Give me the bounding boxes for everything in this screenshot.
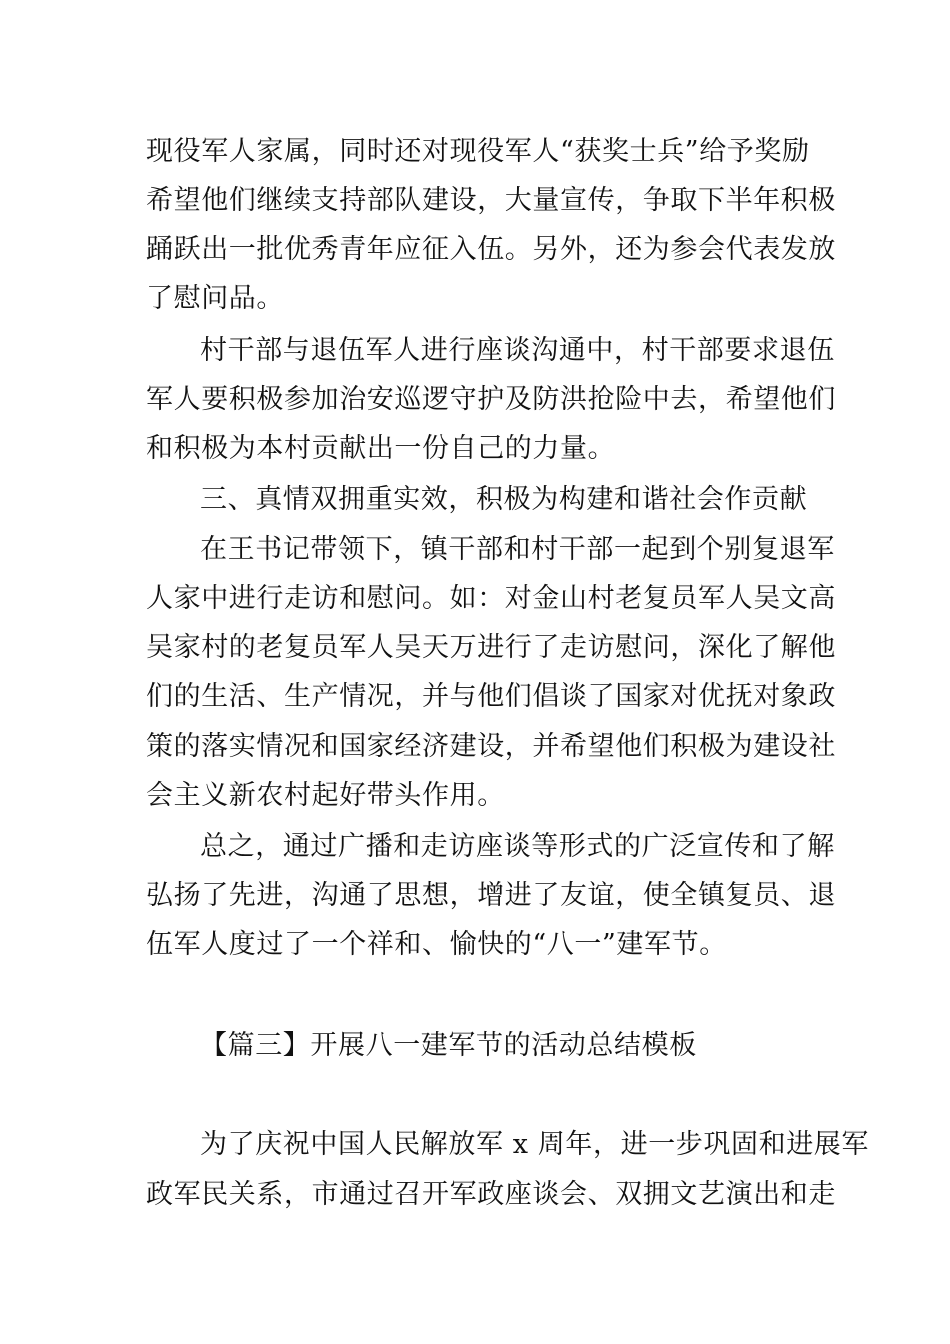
paragraph-1-line-3: 踊跃出一批优秀青年应征入伍。另外，还为参会代表发放 xyxy=(146,234,836,265)
paragraph-1-line-2: 希望他们继续支持部队建设，大量宣传，争取下半年积极 xyxy=(146,185,836,216)
paragraph-3-line-6: 会主义新农村起好带头作用。 xyxy=(146,780,505,811)
paragraph-2-line-3: 和积极为本村贡献出一份自己的力量。 xyxy=(146,433,616,464)
paragraph-1-line-1: 现役军人家属，同时还对现役军人“获奖士兵”给予奖励 xyxy=(146,136,810,167)
paragraph-2-line-1: 村干部与退伍军人进行座谈沟通中，村干部要求退伍 xyxy=(200,335,835,366)
paragraph-3-line-3: 吴家村的老复员军人吴天万进行了走访慰问，深化了解他 xyxy=(146,632,836,663)
paragraph-4-line-1: 总之，通过广播和走访座谈等形式的广泛宣传和了解 xyxy=(200,831,835,862)
paragraph-3-line-1: 在王书记带领下，镇干部和村干部一起到个别复退军 xyxy=(200,534,835,565)
paragraph-3-line-2: 人家中进行走访和慰问。如：对金山村老复员军人吴文高 xyxy=(146,583,836,614)
paragraph-2-line-2: 军人要积极参加治安巡逻守护及防洪抢险中去，希望他们 xyxy=(146,384,836,415)
paragraph-3-line-5: 策的落实情况和国家经济建设，并希望他们积极为建设社 xyxy=(146,731,836,762)
paragraph-1-line-4: 了慰问品。 xyxy=(146,283,284,314)
section-heading: 三、真情双拥重实效，积极为构建和谐社会作贡献 xyxy=(200,484,808,515)
chapter-title: 【篇三】开展八一建军节的活动总结模板 xyxy=(200,1030,697,1061)
paragraph-4-line-3: 伍军人度过了一个祥和、愉快的“八一”建军节。 xyxy=(146,929,727,960)
paragraph-3-line-4: 们的生活、生产情况，并与他们倡谈了国家对优抚对象政 xyxy=(146,681,836,712)
paragraph-5-line-2: 政军民关系，市通过召开军政座谈会、双拥文艺演出和走 xyxy=(146,1179,836,1210)
paragraph-4-line-2: 弘扬了先进，沟通了思想，增进了友谊，使全镇复员、退 xyxy=(146,880,836,911)
paragraph-5-line-1: 为了庆祝中国人民解放军 x 周年，进一步巩固和进展军 xyxy=(200,1129,869,1160)
